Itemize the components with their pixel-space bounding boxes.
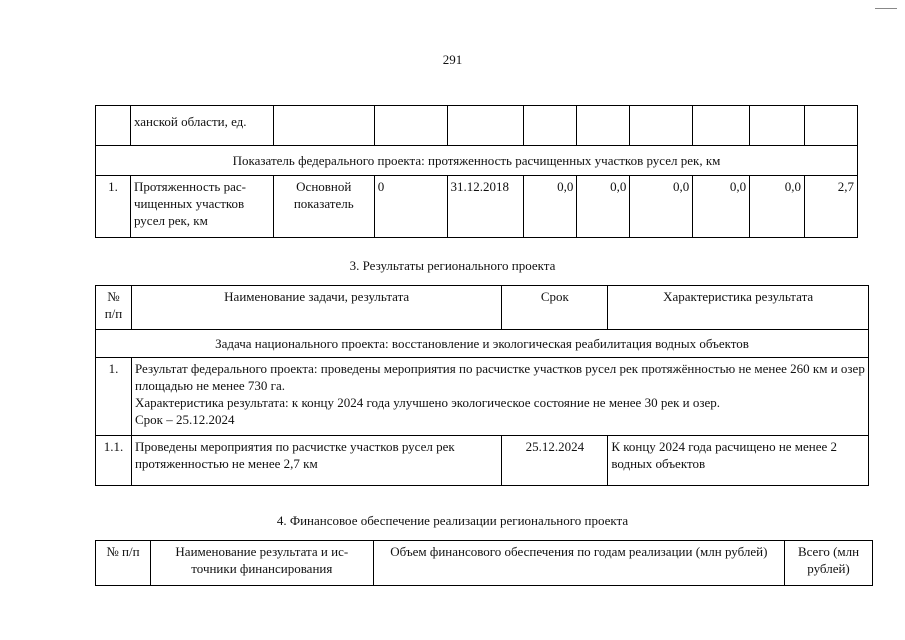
year-value: 0,0 xyxy=(577,176,630,238)
num-header: № п/п xyxy=(96,286,132,330)
indicator-table xyxy=(95,105,858,238)
indicator-header: Показатель федерального проекта: протяженность расчищенных участков русел рек, км xyxy=(96,146,858,176)
table-cell xyxy=(96,106,131,146)
corner-mark xyxy=(875,8,897,9)
indicator-type: Основной показатель xyxy=(273,176,374,238)
table-row xyxy=(96,176,858,238)
base-date: 31.12.2018 xyxy=(447,176,523,238)
row-number: 1.1. xyxy=(96,436,132,486)
table-cell xyxy=(273,106,374,146)
result-description xyxy=(131,358,868,436)
table-cell xyxy=(374,106,447,146)
num-header: № п/п xyxy=(96,541,151,586)
table-cell xyxy=(805,106,858,146)
characteristic-header: Характеристика результата xyxy=(608,286,869,330)
table-row xyxy=(96,436,869,486)
total-header: Всего (млн рублей) xyxy=(785,541,873,586)
year-value: 0,0 xyxy=(523,176,577,238)
table-header-row xyxy=(96,286,869,330)
year-value: 0,0 xyxy=(630,176,693,238)
results-table xyxy=(95,285,869,486)
year-value: 0,0 xyxy=(750,176,805,238)
table-row xyxy=(96,106,858,146)
table-header-row xyxy=(96,541,873,586)
result-line: Результат федерального проекта: проведены мероприятия по расчистке участков русел рек протяжённостью не менее 260 км и озер площадью не менее 730 га. xyxy=(134,361,865,393)
table-cell xyxy=(630,106,693,146)
volume-header: Объем финансового обеспечения по годам реализации (млн рублей) xyxy=(373,541,784,586)
table-cell xyxy=(523,106,577,146)
task-text: Задача национального проекта: восстановление и экологическая реабилитация водных объектов xyxy=(96,330,869,358)
result-term: 25.12.2024 xyxy=(502,436,608,486)
table-row xyxy=(96,358,869,436)
section-4-title: 4. Финансовое обеспечение реализации регионального проекта xyxy=(276,513,629,528)
row-number: 1. xyxy=(96,176,131,238)
row-name-cell: ханской области, ед. xyxy=(130,106,273,146)
indicator-name: Протяженность рас- чищенных участков русел рек, км xyxy=(130,176,273,238)
result-name: Проведены мероприятия по расчистке участков русел рек протяженностью не менее 2,7 км xyxy=(131,436,501,486)
table-cell xyxy=(447,106,523,146)
row-number: 1. xyxy=(96,358,132,436)
name-header: Наименование задачи, результата xyxy=(131,286,501,330)
year-value: 0,0 xyxy=(693,176,750,238)
task-row xyxy=(96,330,869,358)
result-line: Характеристика результата: к концу 2024 года улучшено экологическое состояние не менее 30 рек и озер. xyxy=(134,395,721,410)
name-header: Наименование результата и ис-точники финансирования xyxy=(150,541,373,586)
result-characteristic: К концу 2024 года расчищено не менее 2 водных объектов xyxy=(608,436,869,486)
result-line: Срок – 25.12.2024 xyxy=(134,412,235,427)
indicator-header-row xyxy=(96,146,858,176)
table-cell xyxy=(577,106,630,146)
term-header: Срок xyxy=(502,286,608,330)
section-3-title: 3. Результаты регионального проекта xyxy=(349,258,556,273)
base-value: 0 xyxy=(374,176,447,238)
page-number: 291 xyxy=(442,52,463,67)
table-cell xyxy=(693,106,750,146)
year-value: 2,7 xyxy=(805,176,858,238)
financing-table xyxy=(95,540,873,586)
table-cell xyxy=(750,106,805,146)
